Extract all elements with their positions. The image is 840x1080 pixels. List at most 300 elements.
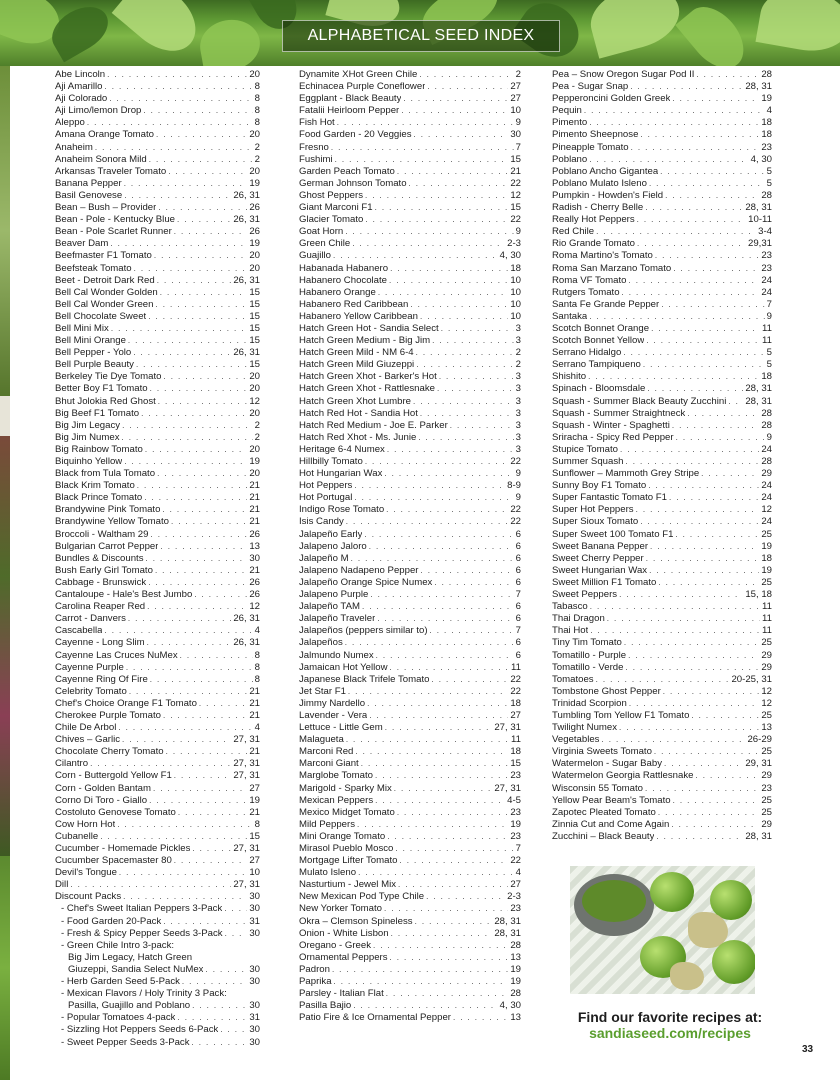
index-entry-page: 3 [515,335,521,347]
dot-leader [220,1024,247,1036]
index-entry-name: Roma Martino's Tomato [552,250,653,262]
index-entry-page: 21 [510,165,521,177]
index-entry-name: Eggplant - Black Beauty [299,93,402,105]
index-entry-page: 18 [761,129,772,141]
index-entry [552,396,772,408]
index-entry-page: 25 [761,709,772,721]
dot-leader [365,190,508,202]
index-entry-page: 27, 31 [233,734,260,746]
dot-leader [225,928,248,940]
dot-leader [645,783,759,795]
title-box [282,20,560,52]
index-entry [299,795,521,807]
index-entry [55,311,260,323]
index-entry-page: 10 [510,298,521,310]
index-entry [55,323,260,335]
dot-leader [87,117,253,129]
index-entry-page: 20-25, 31 [731,673,772,685]
index-entry-page: 12 [510,189,521,201]
index-entry-page: 25 [761,746,772,758]
index-entry-name: Serrano Hidalgo [552,347,622,359]
index-entry [299,686,521,698]
index-entry-page: 8 [254,81,260,93]
index-entry-name: Chocolate Cherry Tomato [55,746,164,758]
dot-leader [145,444,248,456]
dot-leader [147,637,232,649]
index-entry [552,214,772,226]
index-entry-page: 7 [515,141,521,153]
index-entry [55,468,260,480]
index-entry-page: 19 [761,564,772,576]
dot-leader [671,819,759,831]
dot-leader [420,408,514,420]
dot-leader [387,831,508,843]
index-entry-page: 22 [510,456,521,467]
dot-leader [95,142,253,154]
index-entry [55,722,260,734]
index-entry [55,166,260,178]
index-entry-name: Watermelon - Sugar Baby [552,758,663,770]
index-entry [552,117,772,129]
index-entry-name: Broccoli - Waltham 29 [55,528,149,540]
index-entry-name: Habanada Habanero [299,262,389,274]
dot-leader [619,589,743,601]
dot-leader [386,504,508,516]
dot-leader [163,916,247,928]
dot-leader [126,662,253,674]
index-entry-page: 20 [249,443,260,455]
dot-leader [648,480,759,492]
index-entry-name: Thai Hot [552,625,589,637]
index-entry [55,613,260,625]
index-entry-page: 3 [515,443,521,455]
index-entry [55,891,260,903]
dot-leader [345,637,514,649]
index-entry [55,1000,260,1012]
index-entry-name: Virginia Sweets Tomato [552,746,652,758]
index-entry-name: Bhut Jolokia Red Ghost [55,395,156,407]
dot-leader [122,432,253,444]
index-entry-name: Poblano Mulato Isleno [552,177,647,189]
dot-leader [156,129,247,141]
index-entry-name: Cascabella [55,625,103,637]
index-entry-page: 28, 31 [745,395,772,407]
dot-leader [631,142,760,154]
index-entry [299,891,521,903]
index-entry [552,444,772,456]
index-entry [55,214,260,226]
index-entry-name: Jalmundo Numex [299,649,374,661]
index-entry-name: Fushimi [299,153,333,165]
index-entry-page: 19 [761,93,772,105]
index-entry [299,722,521,734]
index-entry-page: 13 [761,722,772,734]
index-entry-page: 18 [510,262,521,274]
dot-leader [390,662,510,674]
dot-leader [399,855,508,867]
index-entry-page: 21 [249,685,260,697]
index-entry-page: 2 [515,69,521,80]
index-entry-page: 28 [761,407,772,419]
index-entry-page: 3-4 [758,226,772,238]
recipe-promo-heading: Find our favorite recipes at: [577,1009,763,1025]
index-entry-page: 13 [510,951,521,963]
dot-leader [331,142,514,154]
dot-leader [416,359,513,371]
index-entry-name: Bean - Pole - Kentucky Blue [55,214,175,226]
index-entry-page: 11 [762,335,772,347]
index-entry-name: Beaver Dam [55,238,109,250]
index-entry [55,178,260,190]
index-entry-page: 29 [761,649,772,661]
dot-leader [588,371,759,383]
dot-leader [224,903,247,915]
index-entry-page: 22 [510,214,521,226]
index-entry-page: 30 [249,1024,260,1036]
index-entry-name: Nasturtium - Jewel Mix [299,879,397,891]
index-entry-page: 12 [249,601,260,613]
dot-leader [70,879,231,891]
dot-leader [646,335,760,347]
index-entry-name: Fish Hot [299,117,335,129]
index-entry-name: Spinach - Bloomsdale [552,383,646,395]
index-entry-name: Hatch Green Xhot Lumbre [299,395,411,407]
index-entry [55,819,260,831]
index-entry-page: 19 [249,794,260,806]
index-entry [55,371,260,383]
index-entry-name: Bell Mini Orange [55,335,126,347]
index-entry-page: 24 [761,516,772,528]
dot-leader [355,746,508,758]
index-entry-name: Cayenne Ring Of Fire [55,673,148,685]
dot-leader [117,819,252,831]
index-entry [552,795,772,807]
index-entry [299,383,521,395]
index-entry-name: Okra – Clemson Spineless [299,915,413,927]
index-entry-page: 26 [249,576,260,588]
dot-leader [409,178,509,190]
index-entry-page: 11 [762,613,772,625]
index-entry-page: 27, 31 [233,843,260,854]
index-entry [299,238,521,250]
index-entry-name: Cucumber Spacemaster 80 [55,855,172,867]
index-entry-name: Mini Orange Tomato [299,830,386,842]
index-entry [299,589,521,601]
index-entry [552,529,772,541]
index-entry-page: 20 [249,407,260,419]
index-entry-page: 27 [510,879,521,891]
index-entry-page: 22 [510,504,521,516]
dot-leader [663,686,760,698]
index-entry [299,916,521,928]
index-entry [55,589,260,601]
dot-leader [390,263,508,275]
index-entry [55,903,260,915]
index-entry-page: 27, 31 [494,782,521,794]
index-entry [299,299,521,311]
dot-leader [672,420,759,432]
index-entry [55,674,260,686]
index-entry-name: Hillbilly Tomato [299,456,363,467]
index-entry-name: Abe Lincoln [55,69,106,80]
index-entry-page: 19 [510,818,521,830]
dot-leader [129,686,248,698]
dot-leader [180,650,253,662]
index-entry [299,142,521,154]
dot-leader [367,698,508,710]
dot-leader [90,758,231,770]
dot-leader [147,601,247,613]
index-entry [552,311,772,323]
dot-leader [426,891,505,903]
index-entry [299,311,521,323]
index-entry [552,565,772,577]
dot-leader [107,69,247,81]
index-entry-name: Jalapeno Jaloro [299,540,367,552]
dot-leader [645,202,743,214]
index-entry [55,686,260,698]
index-entry-page: 18 [761,552,772,564]
index-entry [299,81,521,93]
dot-leader [364,529,513,541]
index-entry-name: Jalapeño TAM [299,601,360,613]
index-entry-name: Tomatillo - Verde [552,661,624,673]
index-entry-page: 11 [762,322,772,334]
index-entry-name: Japanese Black Trifele Tomato [299,673,430,685]
index-entry [299,323,521,335]
index-entry-page: 26, 31 [233,214,260,226]
dot-leader [390,952,509,964]
index-entry [299,359,521,371]
index-entry [299,371,521,383]
index-entry [55,275,260,287]
dot-leader [377,613,513,625]
dot-leader [150,674,253,686]
index-entry-page: 23 [510,770,521,782]
dot-leader [439,371,514,383]
index-entry [299,190,521,202]
index-entry-name: Jalapeños (peppers similar to) [299,625,428,637]
index-entry-page: 28, 31 [494,927,521,939]
dot-leader [414,129,509,141]
index-entry-page: 13 [249,540,260,552]
dot-leader [365,214,508,226]
index-entry-page: 24 [761,286,772,298]
index-entry [55,843,260,855]
index-entry [55,129,260,141]
dot-leader [676,432,765,444]
index-entry [55,69,260,81]
dot-leader [419,69,513,81]
index-entry-page: 22 [510,516,521,528]
index-entry-name: Malagueta [299,734,344,746]
dot-leader [427,81,508,93]
index-entry-name: Jalapeños [299,637,343,649]
index-entry-name: Sunny Boy F1 Tomato [552,480,647,492]
index-entry [55,746,260,758]
index-entry-page: 10 [510,310,521,322]
index-entry [55,1024,260,1036]
index-entry-page: 31 [249,915,260,927]
index-entry-name: Onion - White Lisbon [299,927,389,939]
dot-leader [398,879,508,891]
index-entry [299,202,521,214]
index-entry [552,758,772,770]
index-entry-page: 6 [515,613,521,625]
index-entry-name: German Johnson Tomato [299,177,407,189]
dot-leader [122,420,253,432]
index-entry [55,698,260,710]
recipe-promo-link[interactable]: sandiaseed.com/recipes [589,1025,751,1041]
index-entry-page: 4, 30 [750,153,772,165]
index-entry [552,371,772,383]
dot-leader [119,867,247,879]
dot-leader [623,347,764,359]
index-entry-name: Big Jim Legacy, Hatch Green [68,951,193,963]
index-entry-page: 3 [515,419,521,431]
dot-leader [687,408,759,420]
index-entry-name: Corn - Buttergold Yellow F1 [55,770,172,782]
dot-leader [701,468,759,480]
index-entry-name: Rutgers Tomato [552,286,620,298]
index-entry [299,637,521,649]
dot-leader [162,504,247,516]
dot-leader [109,93,252,105]
index-entry-name: Watermelon Georgia Rattlesnake [552,770,694,782]
index-entry [55,867,260,879]
dot-leader [351,553,514,565]
dot-leader [110,238,247,250]
index-entry-name: Pea - Sugar Snap [552,81,629,93]
index-entry [55,541,260,553]
dot-leader [394,783,493,795]
index-entry [55,456,260,468]
dot-leader [155,299,247,311]
index-entry-page: 15 [249,298,260,310]
index-entry-name: Chef's Choice Orange F1 Tomato [55,697,197,709]
index-entry [299,807,521,819]
index-entry-page: 30 [249,1036,260,1048]
index-entry-name: - Sizzling Hot Peppers Seeds 6-Pack [61,1024,219,1036]
index-entry [552,468,772,480]
index-entry [299,166,521,178]
dot-leader [174,855,248,867]
dot-leader [431,674,508,686]
dot-leader [416,347,514,359]
index-entry [552,589,772,601]
index-entry-name: Big Jim Legacy [55,419,121,431]
index-entry [299,964,521,976]
index-entry-name: Hot Portugal [299,492,353,504]
index-entry-page: 19 [249,456,260,467]
index-entry-name: Yellow Pear Beam's Tomato [552,794,671,806]
dot-leader [118,722,252,734]
dot-leader [354,480,505,492]
dot-leader [646,553,760,565]
index-entry-page: 6 [515,601,521,613]
index-entry-page: 9 [766,431,772,443]
index-entry-page: 27, 31 [494,722,521,734]
dot-leader [384,468,513,480]
dot-leader [334,976,509,988]
dot-leader [437,383,514,395]
index-entry-name: Scotch Bonnet Orange [552,322,650,334]
index-entry-name: Twilight Numex [552,722,618,734]
index-entry [55,1037,260,1049]
index-entry [552,190,772,202]
index-entry-name: Hatch Green Hot - Sandia Select [299,322,439,334]
index-entry-page: 11 [511,661,521,673]
dot-leader [596,226,756,238]
index-entry [299,154,521,166]
dot-leader [584,105,765,117]
index-entry-page: 19 [510,963,521,975]
index-entry [552,698,772,710]
index-entry [299,263,521,275]
index-entry-name: Lettuce - Little Gem [299,722,383,734]
index-entry-page: 6 [515,528,521,540]
dot-leader [143,105,252,117]
index-entry-name: Discount Packs [55,891,122,903]
index-entry-name: Serrano Tampiqueno [552,359,641,371]
index-entry [299,214,521,226]
index-entry-name: Really Hot Peppers [552,214,635,226]
index-entry-name: Pineapple Tomato [552,141,629,153]
dot-leader [658,577,759,589]
index-entry [55,263,260,275]
index-entry [55,299,260,311]
index-entry-page: 2 [515,359,521,371]
dot-leader [619,722,759,734]
dot-leader [640,129,759,141]
index-entry-name: Fresno [299,141,329,153]
index-entry-name: Cucumber - Homemade Pickles [55,843,191,854]
index-entry-page: 30 [249,552,260,564]
index-entry [299,1000,521,1012]
dot-leader [128,335,247,347]
dot-leader [157,468,247,480]
dot-leader [453,1012,508,1024]
dot-leader [100,831,247,843]
index-entry [299,650,521,662]
index-entry [299,613,521,625]
index-entry-page: 8-9 [507,480,521,492]
dot-leader [353,1000,497,1012]
index-entry-page: 6 [515,576,521,588]
index-entry [299,432,521,444]
index-entry [55,81,260,93]
index-entry [55,335,260,347]
index-entry-name: Padron [299,963,330,975]
dot-leader [192,843,231,855]
index-entry-page: 2-3 [507,891,521,903]
index-entry-page: 11 [762,625,772,637]
index-entry-name: Berkeley Tie Dye Tomato [55,371,162,383]
dot-leader [332,964,508,976]
index-entry [55,807,260,819]
index-entry-name: Habanero Red Caribbean [299,298,409,310]
dot-leader [401,105,508,117]
index-entry-name: Sweet Cherry Pepper [552,552,644,564]
index-entry-page: 28, 31 [745,830,772,842]
index-entry-name: Echinacea Purple Coneflower [299,81,426,93]
index-entry-name: Tabasco [552,601,588,613]
index-entry-page: 21 [249,480,260,492]
index-entry-name: Pepperoncini Golden Greek [552,93,671,105]
index-entry-name: Bell Chocolate Sweet [55,310,147,322]
dot-leader [441,323,514,335]
index-entry-name: Pequin [552,105,582,117]
